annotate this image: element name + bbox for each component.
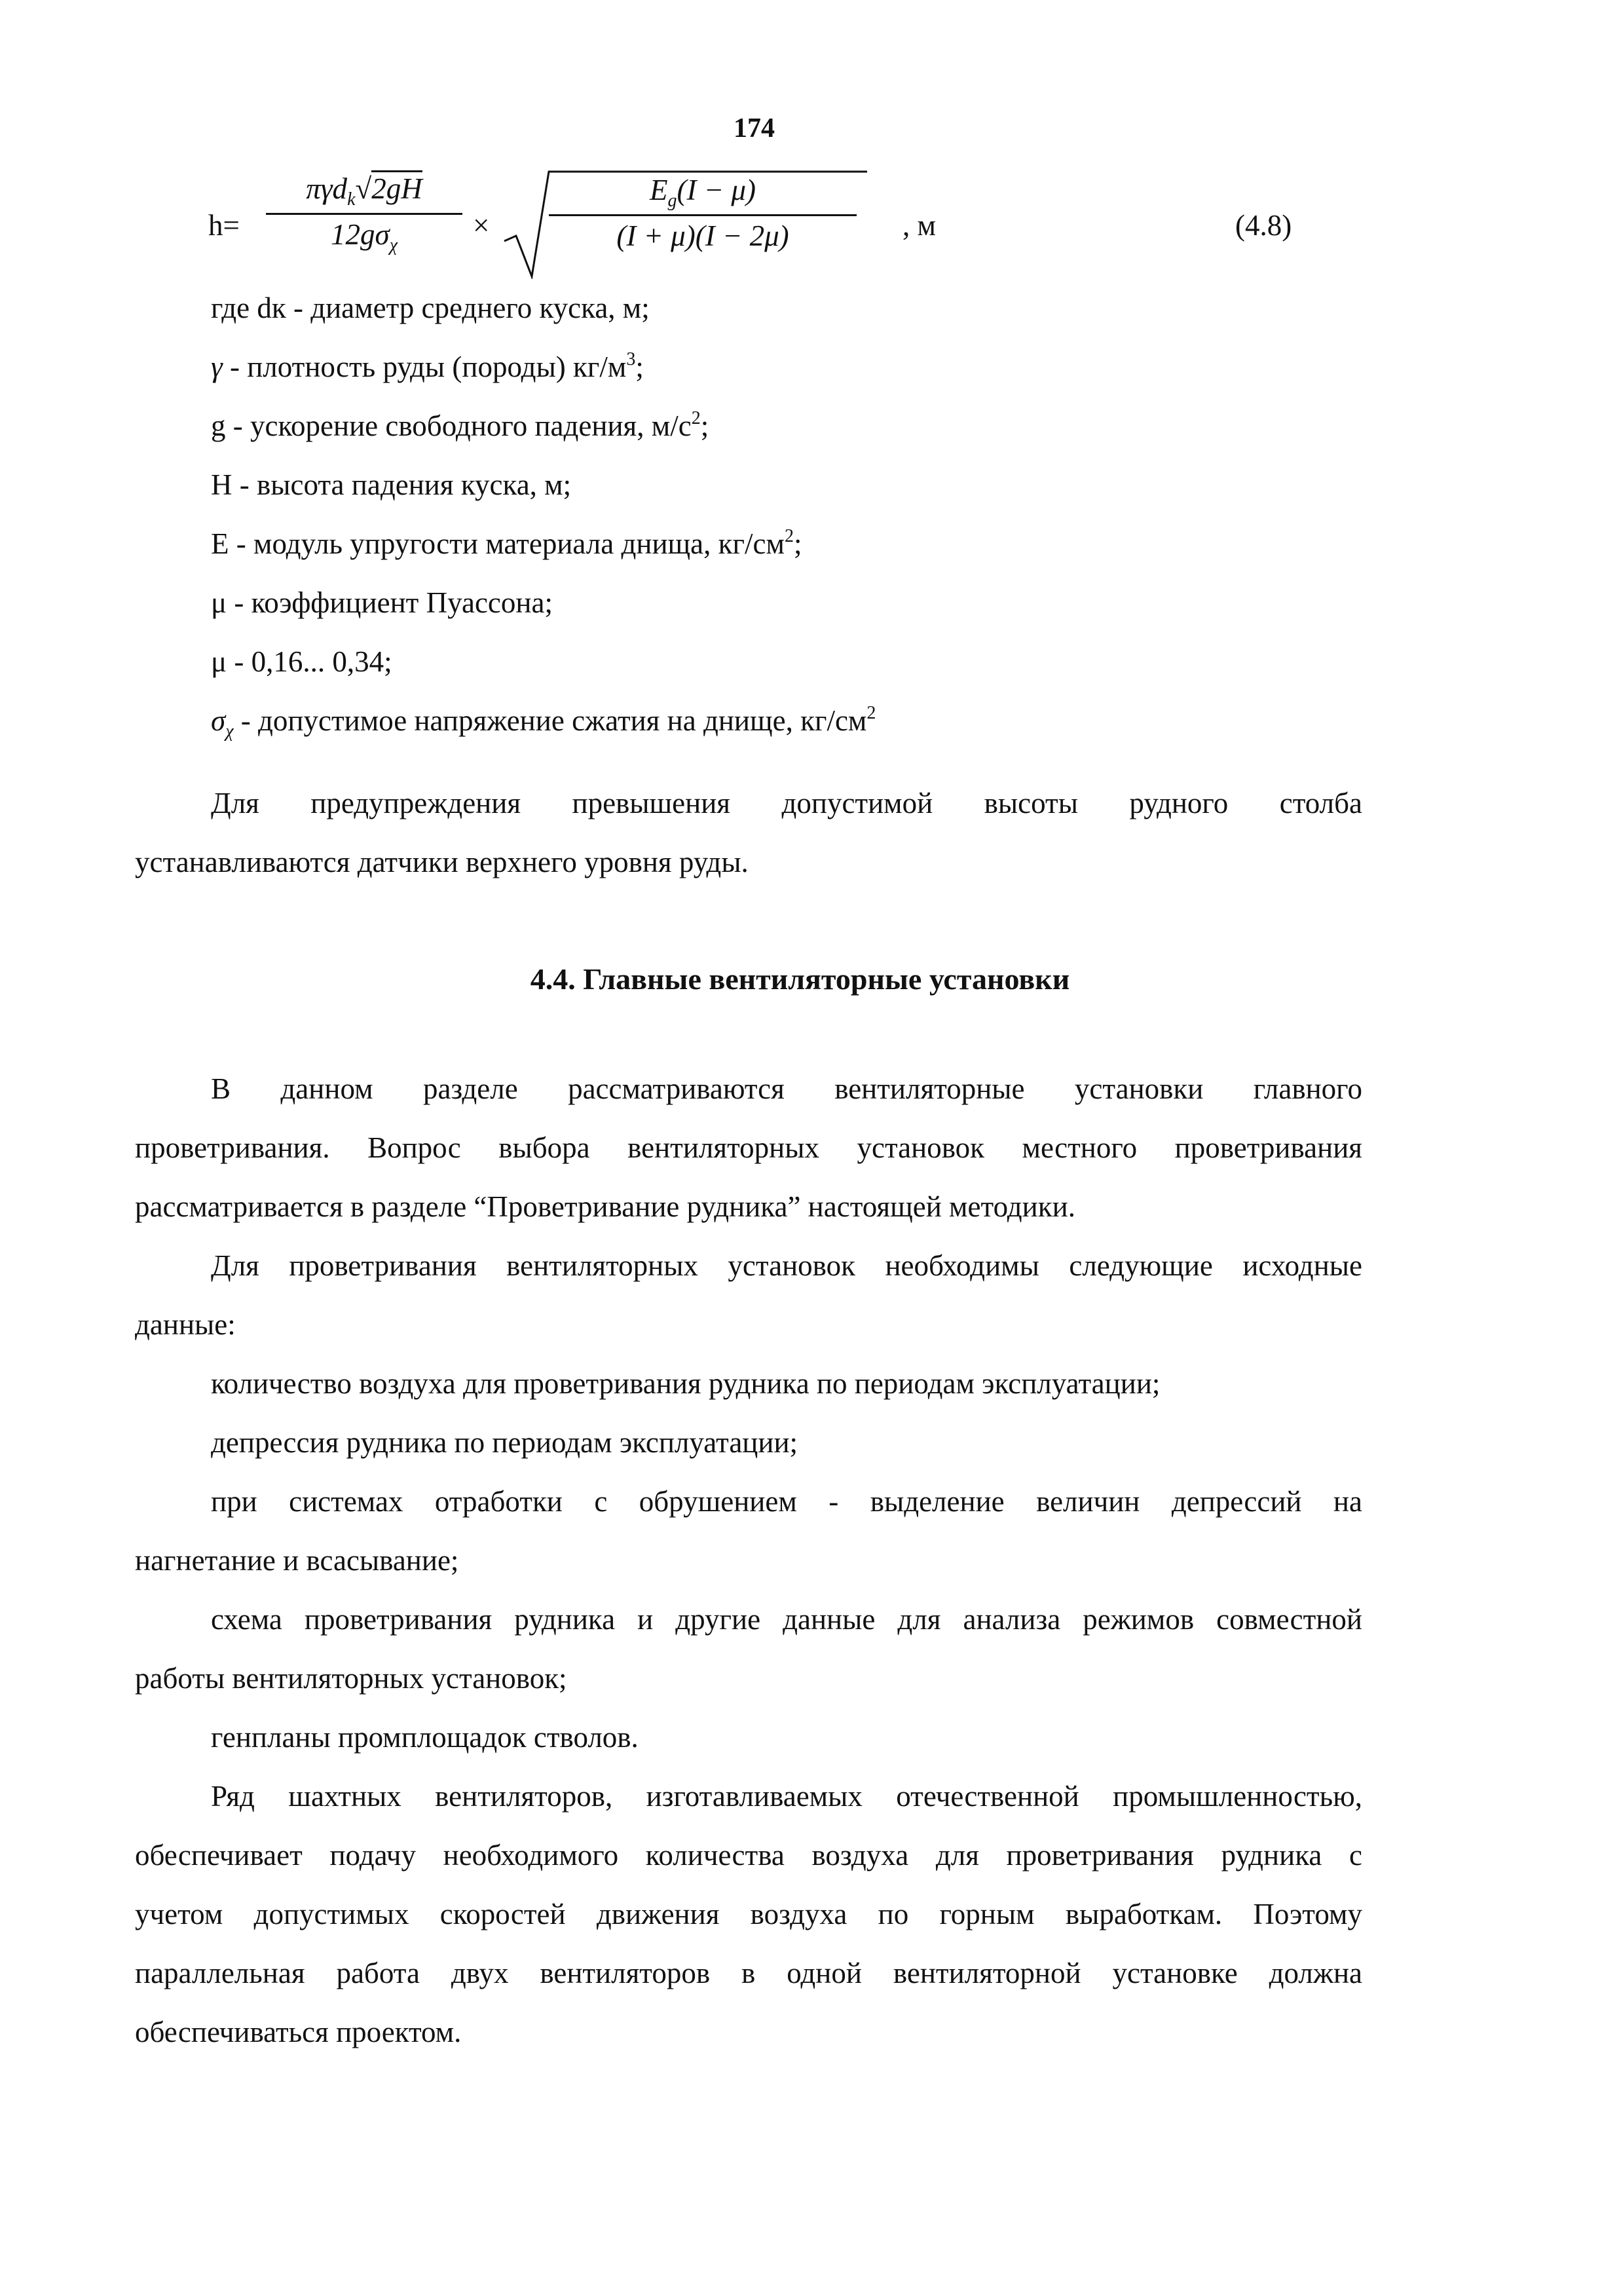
formula-square-root xyxy=(502,168,868,279)
paragraph-4-line-5: обеспечиваться проектом. xyxy=(135,2016,462,2048)
list-item-caving-line-1: при системах отработки с обрушением - выделение величин депрессий на xyxy=(211,1485,1362,1518)
definition-g: g - ускорение свободного падения, $м/с^2$; xyxy=(211,408,709,442)
fraction-2-denominator: (I + μ)(I − 2μ) xyxy=(616,219,789,252)
paragraph-1-line-1: Для предупреждения превышения допустимой высоты рудного столба xyxy=(211,787,1362,819)
list-item-scheme-line-1: схема проветривания рудника и другие данные для анализа режимов совместной xyxy=(211,1603,1362,1636)
list-item-caving-line-2: нагнетание и всасывание; xyxy=(135,1544,459,1577)
fraction-1-denominator: $12g\sigma_\chi$ xyxy=(330,218,398,255)
definition-h: Н - высота падения куска, м; xyxy=(211,468,572,501)
formula-unit: , м xyxy=(902,209,936,242)
fraction-1-numerator: πγd$_k$√2gH xyxy=(266,172,462,210)
list-item-site-plans: генпланы промплощадок стволов. xyxy=(211,1721,639,1754)
definition-mu: μ - коэффициент Пуассона; xyxy=(211,586,553,619)
paragraph-3-line-1: Для проветривания вентиляторных установок необходимы следующие исходные xyxy=(211,1249,1362,1282)
page-number: 174 xyxy=(734,113,775,143)
list-item-depression: депрессия рудника по периодам эксплуатации; xyxy=(211,1426,798,1459)
sqrt-sign-icon: √ xyxy=(355,172,372,205)
formula-lhs: h= xyxy=(208,209,240,242)
formula-fraction-1 xyxy=(266,172,462,256)
definition-mu-range: μ - 0,16... 0,34; xyxy=(211,645,392,678)
paragraph-1-line-2: устанавливаются датчики верхнего уровня руды. xyxy=(135,846,749,878)
paragraph-4-line-4: параллельная работа двух вентиляторов в одной вентиляторной установке должна xyxy=(135,1957,1362,1989)
fraction-1-bar xyxy=(266,213,462,215)
paragraph-2-line-3: рассматривается в разделе “Проветривание рудника” настоящей методики. xyxy=(135,1190,1075,1223)
paragraph-2-line-2: проветривания. Вопрос выбора вентиляторных установок местного проветривания xyxy=(135,1131,1362,1164)
paragraph-2-line-1: В данном разделе рассматриваются вентиляторные установки главного xyxy=(211,1072,1362,1105)
paragraph-3-line-2: данные: xyxy=(135,1308,236,1341)
times-sign: × xyxy=(473,209,490,242)
fraction-2-numerator: $E_g(I - \mu)$ xyxy=(650,174,756,211)
section-heading: 4.4. Главные вентиляторные установки xyxy=(530,962,1070,996)
paragraph-4-line-1: Ряд шахтных вентиляторов, изготавливаемых отечественной промышленностью, xyxy=(211,1780,1362,1813)
definition-sigma: $\sigma_\chi$ - допустимое напряжение сжатия на днище, $кг/см^2$ xyxy=(211,703,876,742)
list-item-air-quantity: количество воздуха для проветривания рудника по периодам эксплуатации; xyxy=(211,1367,1161,1400)
formula-fraction-2 xyxy=(549,173,857,253)
paragraph-4-line-3: учетом допустимых скоростей движения воздуха по горным выработкам. Поэтому xyxy=(135,1898,1362,1930)
definition-e: Е - модуль упругости материала днища, $кг/см^2$; xyxy=(211,526,802,560)
formula-4-8 xyxy=(208,172,1387,276)
fraction-2-bar xyxy=(549,214,857,216)
definition-gamma: γ - плотность руды (породы) $кг/м^3$; xyxy=(211,349,644,383)
paragraph-4-line-2: обеспечивает подачу необходимого количества воздуха для проветривания рудника с xyxy=(135,1839,1362,1872)
definition-dk: где dк - диаметр среднего куска, м; xyxy=(211,292,650,324)
formula-number: (4.8) xyxy=(1235,209,1292,242)
list-item-scheme-line-2: работы вентиляторных установок; xyxy=(135,1662,567,1695)
